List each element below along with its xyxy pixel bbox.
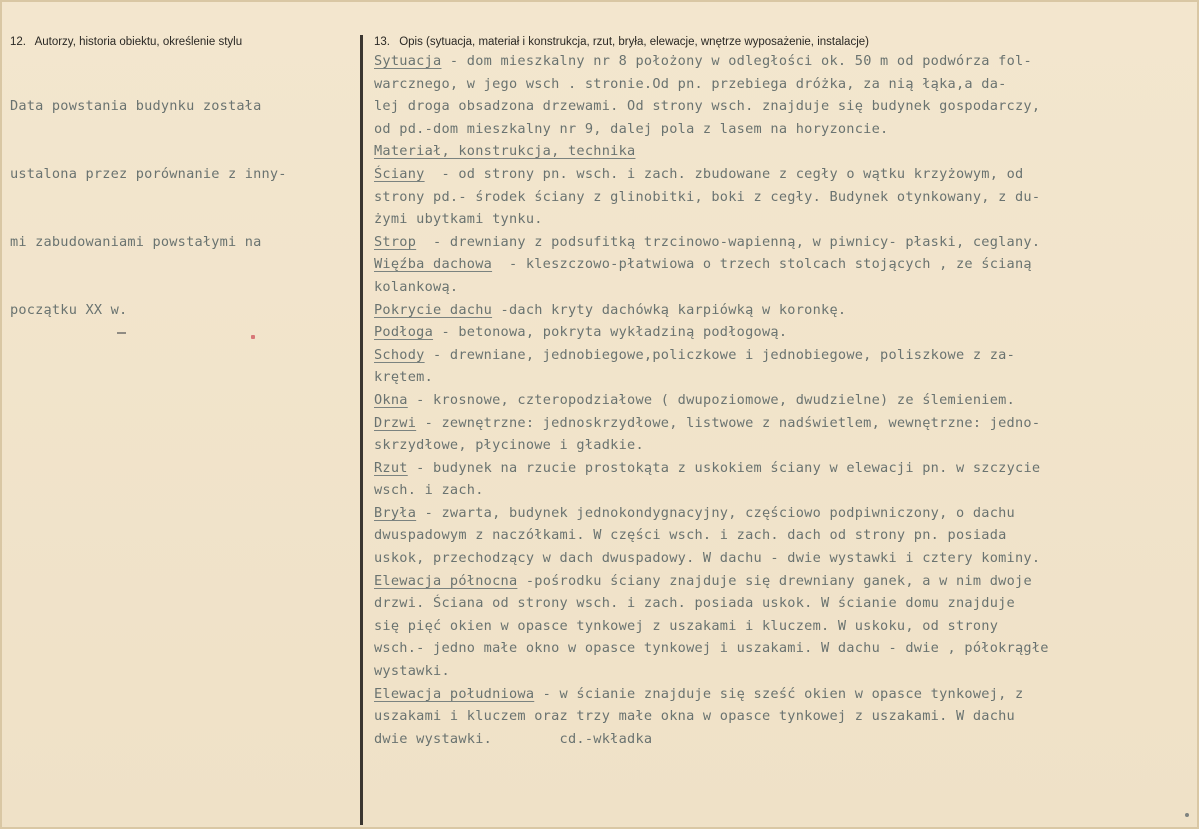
section-13-subheading: Rzut bbox=[374, 459, 408, 476]
section-13-line-text: wsch. i zach. bbox=[374, 482, 484, 499]
section-13-subheading: Drzwi bbox=[374, 414, 417, 431]
section-13-line-text: - kleszczowo-płatwiowa o trzech stolcach stojących , ze ścianą bbox=[492, 256, 1032, 273]
section-13-line bbox=[374, 163, 1196, 186]
pencil-dash-mark bbox=[117, 332, 126, 334]
column-divider bbox=[360, 35, 363, 825]
section-12-body bbox=[10, 50, 355, 366]
section-13-line-text: - drewniane, jednobiegowe,policzkowe i jednobiegowe, poliszkowe z za- bbox=[424, 346, 1015, 363]
section-13-subheading: Pokrycie dachu bbox=[374, 301, 493, 318]
section-13-line-text: od pd.-dom mieszkalny nr 9, dalej pola z lasem na horyzoncie. bbox=[374, 120, 889, 137]
section-13-line-text: dwuspadowym z naczółkami. W części wsch. i zach. dach od strony pn. posiada bbox=[374, 527, 1007, 544]
section-13-line-text: wsch.- jedno małe okno w opasce tynkowej i uszakami. W dachu - dwie , półokrągłe bbox=[374, 640, 1049, 657]
section-13-line bbox=[374, 186, 1196, 209]
section-13-subheading: Schody bbox=[374, 346, 425, 363]
section-13-line bbox=[374, 479, 1196, 502]
section-13-line-text: lej droga obsadzona drzewami. Od strony wsch. znajduje się budynek gospodarczy, bbox=[374, 98, 1041, 115]
section-12-line: mi zabudowaniami powstałymi na bbox=[10, 233, 262, 250]
section-13-line-text: - drewniany z podsufitką trzcinowo-wapienną, w piwnicy- płaski, ceglany. bbox=[416, 233, 1041, 250]
section-13-line bbox=[374, 253, 1196, 276]
section-13-line-text: uszakami i kluczem oraz trzy małe okna w opasce tynkowej z uszakami. W dachu bbox=[374, 708, 1015, 725]
section-13-line bbox=[374, 637, 1196, 660]
section-13-subheading: Podłoga bbox=[374, 324, 434, 341]
section-13-subheading: Materiał, konstrukcja, technika bbox=[374, 143, 636, 160]
section-13-body bbox=[374, 50, 1196, 750]
section-13-line bbox=[374, 321, 1196, 344]
section-13-line-text: - budynek na rzucie prostokąta z uskokiem ściany w elewacji pn. w szczycie bbox=[407, 459, 1041, 476]
section-13-line-text: dwie wystawki. cd.-wkładka bbox=[374, 730, 653, 747]
section-13-subheading: Więźba dachowa bbox=[374, 256, 493, 273]
section-13-line-text: - dom mieszkalny nr 8 położony w odległości ok. 50 m od podwórza fol- bbox=[441, 53, 1032, 69]
section-13 bbox=[374, 35, 1196, 750]
section-13-line-text: - betonowa, pokryta wykładziną podłogową. bbox=[433, 324, 788, 341]
section-13-line bbox=[374, 705, 1196, 728]
section-13-line-text: drzwi. Ściana od strony wsch. i zach. posiada uskok. W ścianie domu znajduje bbox=[374, 595, 1015, 612]
section-13-line bbox=[374, 299, 1196, 322]
section-13-subheading: Ściany bbox=[374, 165, 425, 182]
section-13-header bbox=[374, 35, 1196, 49]
section-13-line bbox=[374, 683, 1196, 706]
section-13-line bbox=[374, 344, 1196, 367]
section-13-line-text: -pośrodku ściany znajduje się drewniany ganek, a w nim dwoje bbox=[517, 572, 1032, 589]
section-13-line-text: - od strony pn. wsch. i zach. zbudowane z cegły o wątku krzyżowym, od bbox=[424, 165, 1024, 182]
section-12-number: 12. bbox=[10, 36, 26, 48]
section-13-line-text: - zwarta, budynek jednokondygnacyjny, częściowo podpiwniczony, o dachu bbox=[416, 504, 1015, 521]
section-13-line bbox=[374, 457, 1196, 480]
section-13-line bbox=[374, 208, 1196, 231]
section-13-line-text: strony pd.- środek ściany z glinobitki, boki z cegły. Budynek otynkowany, z du- bbox=[374, 188, 1041, 205]
section-13-line bbox=[374, 570, 1196, 593]
section-13-line bbox=[374, 412, 1196, 435]
section-13-line-text: - krosnowe, czteropodziałowe ( dwupoziomowe, dwudzielne) ze ślemieniem. bbox=[407, 391, 1016, 408]
section-13-line-text: kolankową. bbox=[374, 278, 459, 295]
section-13-subheading: Sytuacja bbox=[374, 53, 442, 69]
section-12-line: Data powstania budynku została bbox=[10, 98, 262, 115]
section-13-line bbox=[374, 615, 1196, 638]
section-13-subheading: Elewacja północna bbox=[374, 572, 518, 589]
section-13-line-text: krętem. bbox=[374, 369, 434, 386]
section-13-line bbox=[374, 276, 1196, 299]
section-13-line-text: skrzydłowe, płycinowe i gładkie. bbox=[374, 437, 644, 454]
section-13-line-text: - zewnętrzne: jednoskrzydłowe, listwowe z nadświetlem, wewnętrzne: jedno- bbox=[416, 414, 1041, 431]
section-12-header bbox=[10, 35, 355, 49]
section-13-subheading: Okna bbox=[374, 391, 408, 408]
section-13-line-text: uskok, przechodzący w dach dwuspadowy. W dachu - dwie wystawki i cztery kominy. bbox=[374, 550, 1041, 567]
section-12-title: Autorzy, historia obiektu, określenie stylu bbox=[34, 36, 243, 48]
section-13-line bbox=[374, 95, 1196, 118]
section-13-line bbox=[374, 50, 1196, 73]
section-13-line bbox=[374, 73, 1196, 96]
section-13-line bbox=[374, 366, 1196, 389]
section-13-line bbox=[374, 389, 1196, 412]
section-13-subheading: Elewacja południowa bbox=[374, 685, 535, 702]
section-13-line-text: warcznego, w jego wsch . stronie.Od pn. przebiega dróżka, za nią łąka,a da- bbox=[374, 75, 1007, 92]
section-12-line: ustalona przez porównanie z inny- bbox=[10, 165, 287, 182]
section-13-subheading: Strop bbox=[374, 233, 417, 250]
section-13-line bbox=[374, 140, 1196, 163]
section-13-line-text: się pięć okien w opasce tynkowej z uszakami i kluczem. W uskoku, od strony bbox=[374, 617, 999, 634]
section-13-line bbox=[374, 524, 1196, 547]
section-13-line bbox=[374, 434, 1196, 457]
section-13-line-text: - w ścianie znajduje się sześć okien w opasce tynkowej, z bbox=[534, 685, 1024, 702]
section-13-line bbox=[374, 547, 1196, 570]
section-13-title: Opis (sytuacja, materiał i konstrukcja, rzut, bryła, elewacje, wnętrze wyposażenie, instalacje) bbox=[399, 36, 869, 48]
section-12 bbox=[10, 35, 355, 366]
section-13-subheading: Bryła bbox=[374, 504, 417, 521]
page-mark bbox=[1185, 813, 1189, 817]
section-13-line-text: -dach kryty dachówką karpiówką w koronkę. bbox=[492, 301, 847, 318]
section-13-line bbox=[374, 231, 1196, 254]
section-13-line-text: wystawki. bbox=[374, 663, 450, 680]
section-13-line bbox=[374, 728, 1196, 751]
section-13-line bbox=[374, 118, 1196, 141]
section-13-line bbox=[374, 502, 1196, 525]
section-13-line bbox=[374, 592, 1196, 615]
section-13-line bbox=[374, 660, 1196, 683]
section-12-line: początku XX w. bbox=[10, 301, 128, 318]
red-ink-mark bbox=[251, 335, 255, 339]
section-13-line-text: żymi ubytkami tynku. bbox=[374, 211, 543, 228]
section-13-number: 13. bbox=[374, 36, 390, 48]
